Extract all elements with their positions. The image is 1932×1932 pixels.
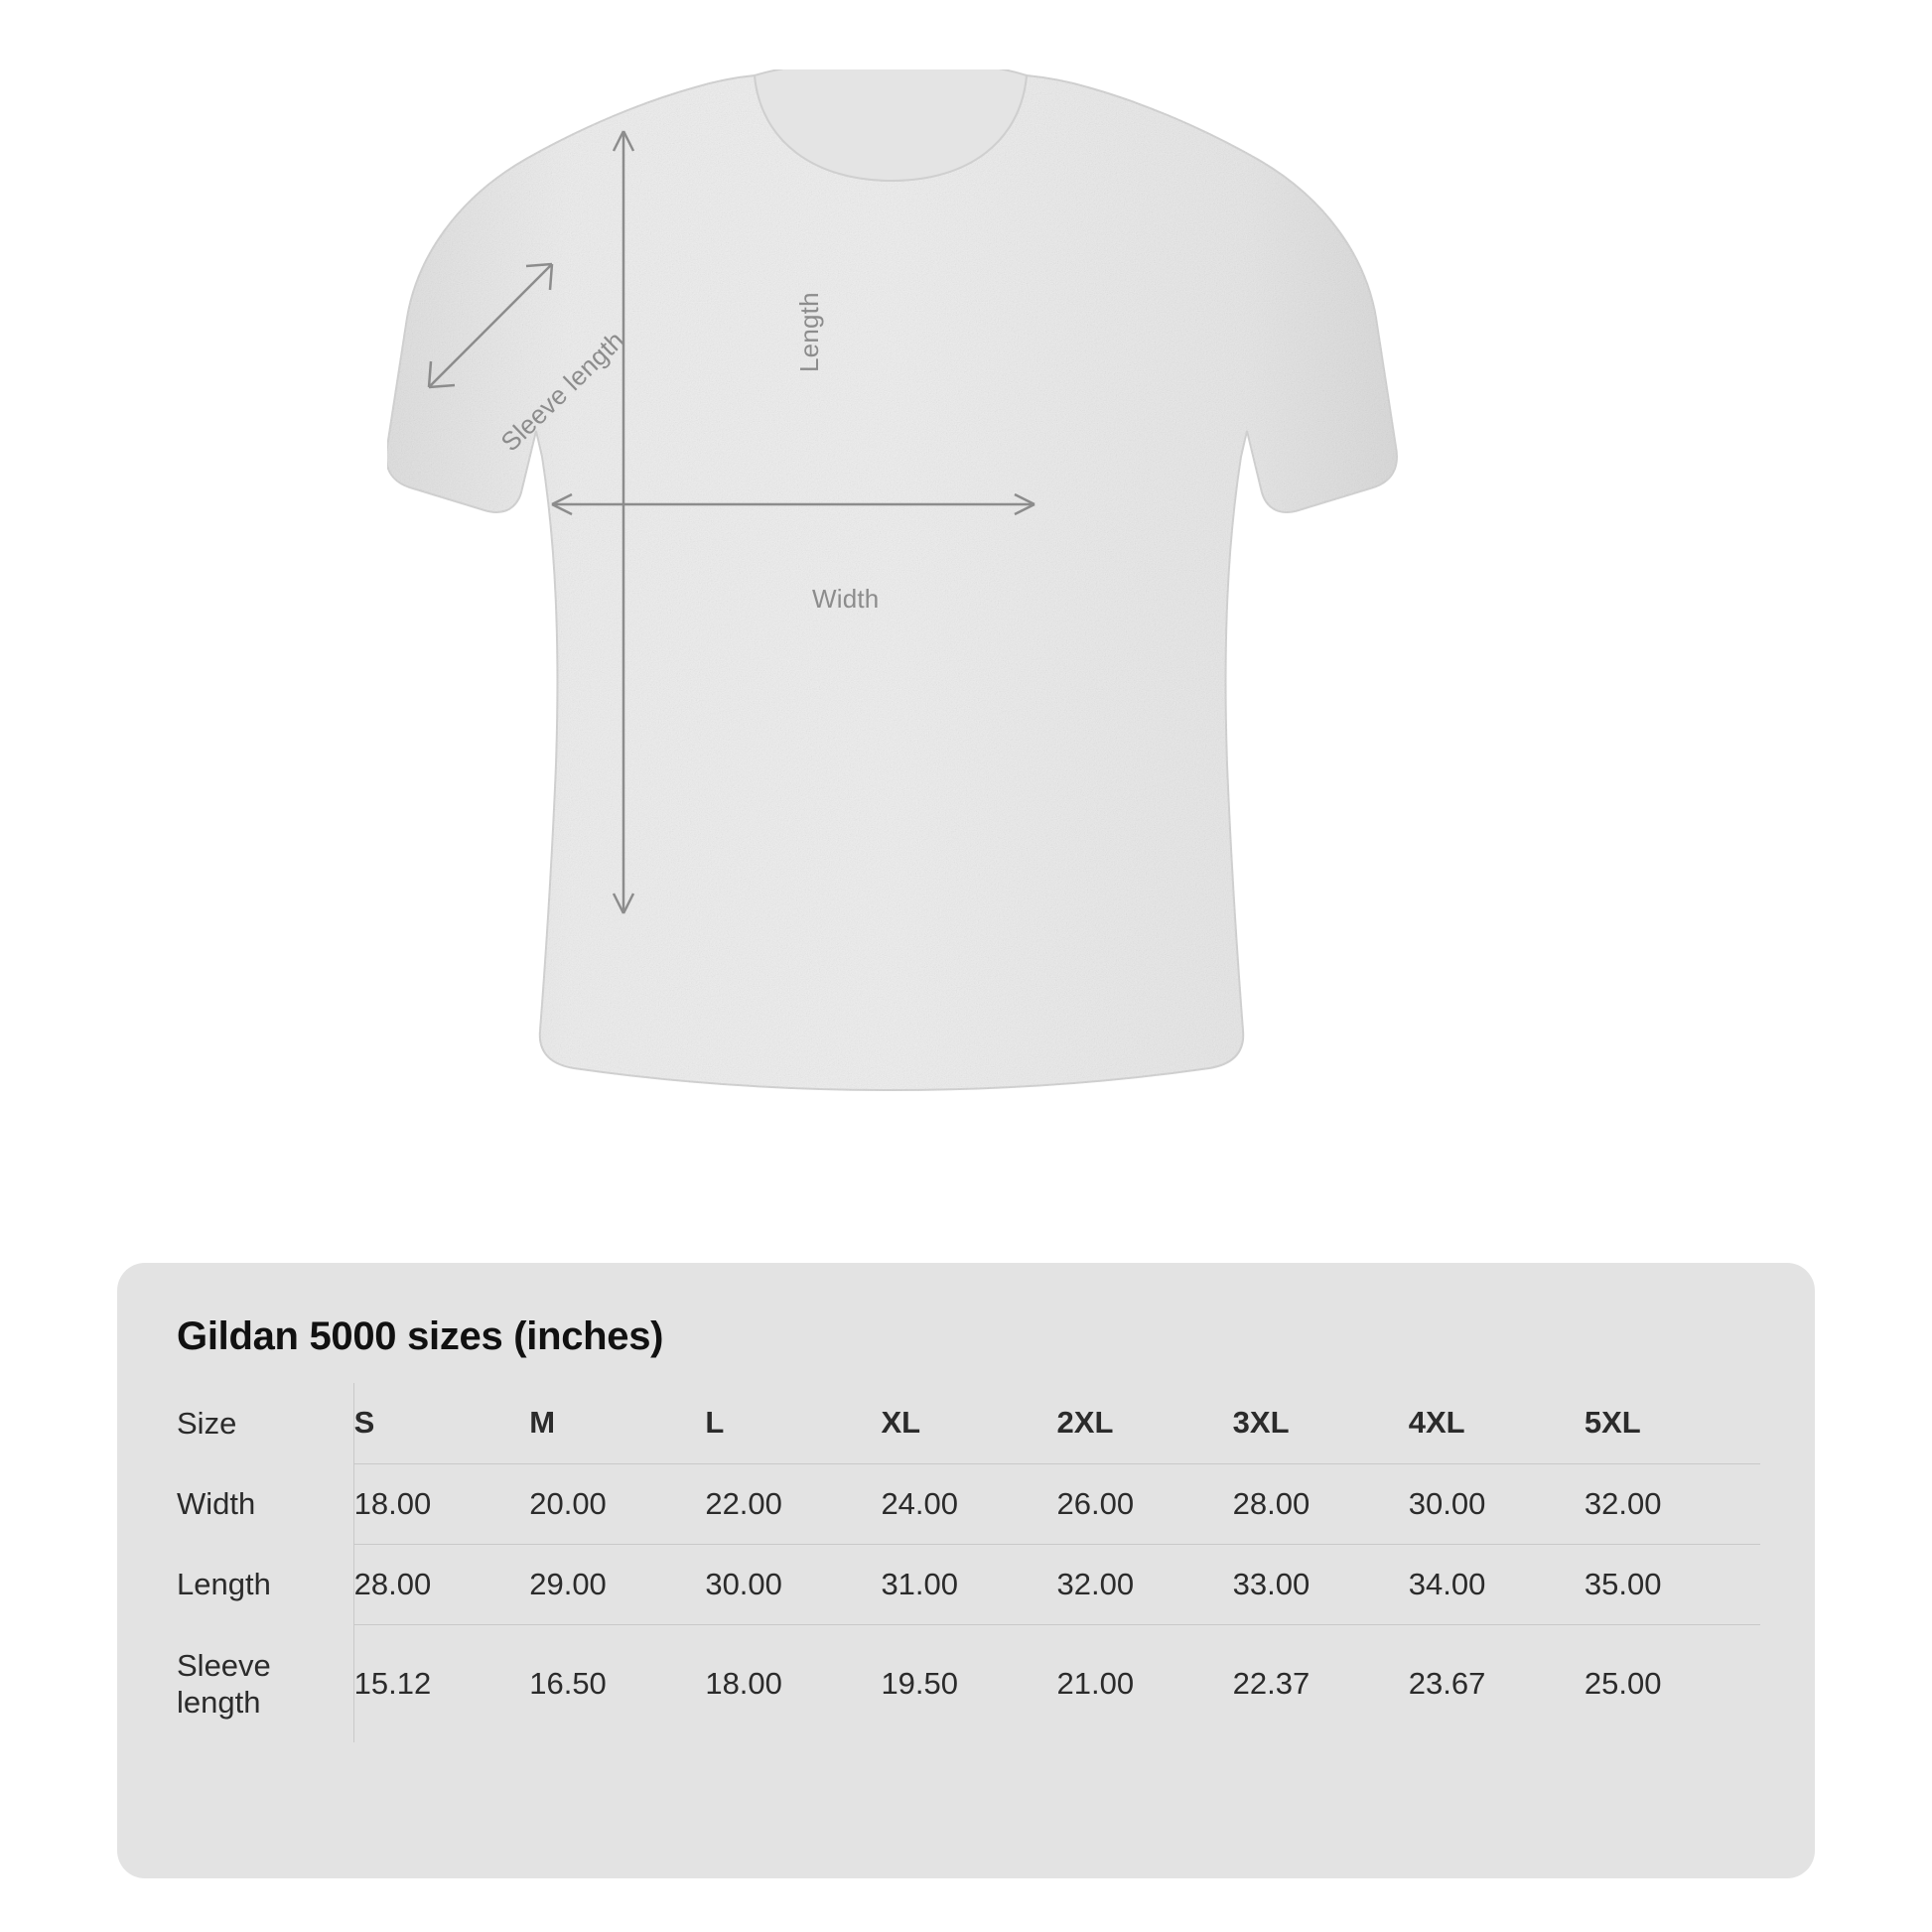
- width-xl: 24.00: [881, 1463, 1056, 1544]
- column-header-3xl: 3XL: [1232, 1405, 1290, 1441]
- width-3xl: 28.00: [1233, 1463, 1409, 1544]
- column-header-l: L: [705, 1405, 725, 1441]
- size-table: [177, 1383, 1760, 1742]
- width-m: 20.00: [529, 1463, 705, 1544]
- size-chart-title: Gildan 5000 sizes (inches): [177, 1314, 664, 1358]
- sleeve-l: 18.00: [705, 1625, 881, 1742]
- column-header-5xl: 5XL: [1584, 1405, 1641, 1441]
- sleeve-s: 15.12: [353, 1625, 529, 1742]
- table-row: [177, 1544, 1760, 1624]
- row-header-length: Length: [177, 1544, 353, 1624]
- row-header-sleeve-length: Sleeve length: [177, 1625, 353, 1742]
- length-4xl: 34.00: [1409, 1544, 1585, 1624]
- sleeve-2xl: 21.00: [1057, 1625, 1233, 1742]
- width-s: 18.00: [353, 1463, 529, 1544]
- length-l: 30.00: [705, 1544, 881, 1624]
- sleeve-xl: 19.50: [881, 1625, 1056, 1742]
- table-header-row: [177, 1383, 1760, 1463]
- size-chart-card: [117, 1263, 1815, 1878]
- width-l: 22.00: [705, 1463, 881, 1544]
- width-5xl: 32.00: [1585, 1463, 1760, 1544]
- width-2xl: 26.00: [1057, 1463, 1233, 1544]
- table-row: [177, 1625, 1760, 1742]
- length-2xl: 32.00: [1057, 1544, 1233, 1624]
- width-4xl: 30.00: [1409, 1463, 1585, 1544]
- length-label: Length: [794, 292, 824, 372]
- row-header-width: Width: [177, 1463, 353, 1544]
- sleeve-3xl: 22.37: [1233, 1625, 1409, 1742]
- table-row: [177, 1463, 1760, 1544]
- sleeve-5xl: 25.00: [1585, 1625, 1760, 1742]
- length-5xl: 35.00: [1585, 1544, 1760, 1624]
- column-header-m: M: [529, 1405, 556, 1441]
- size-column-header: Size: [177, 1383, 353, 1463]
- length-3xl: 33.00: [1233, 1544, 1409, 1624]
- length-m: 29.00: [529, 1544, 705, 1624]
- tshirt-illustration: [387, 69, 1559, 1172]
- length-s: 28.00: [353, 1544, 529, 1624]
- column-header-s: S: [353, 1405, 375, 1441]
- column-header-4xl: 4XL: [1408, 1405, 1465, 1441]
- shirt-body-shape: [387, 69, 1397, 1090]
- sleeve-length-label: Sleeve length: [494, 325, 630, 458]
- sleeve-m: 16.50: [529, 1625, 705, 1742]
- column-header-2xl: 2XL: [1056, 1405, 1114, 1441]
- column-header-xl: XL: [881, 1405, 921, 1441]
- sleeve-4xl: 23.67: [1409, 1625, 1585, 1742]
- width-label: Width: [812, 584, 880, 614]
- length-xl: 31.00: [881, 1544, 1056, 1624]
